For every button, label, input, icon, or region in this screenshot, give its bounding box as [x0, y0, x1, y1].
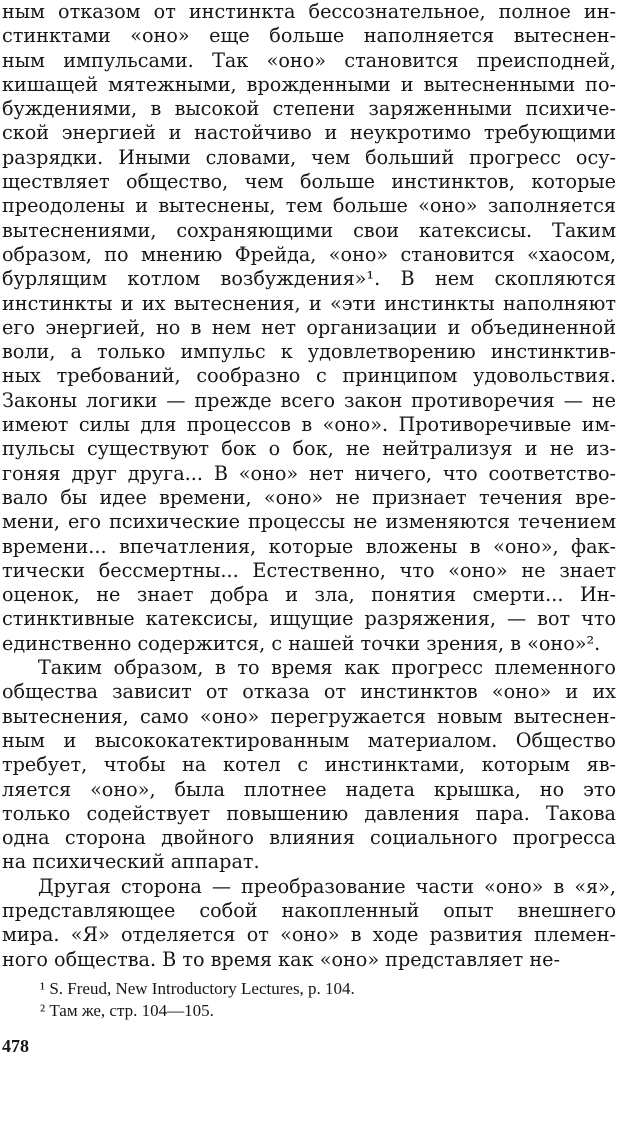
page-number: 478 — [2, 1036, 29, 1056]
text-line: ных требований, сообразно с принципом удовольствия. — [2, 364, 616, 388]
text-line: оценок, не знает добра и зла, понятия смерти... Ин- — [2, 583, 616, 607]
text-line: имеют силы для процессов в «оно». Противоречивые им- — [2, 413, 616, 437]
text-line: Законы логики — прежде всего закон противоречия — не — [2, 388, 616, 412]
text-line: бурлящим котлом возбуждения»¹. В нем скопляются — [2, 267, 616, 291]
text-line: Таким образом, в то время как прогресс племенного — [38, 656, 616, 680]
text-line: ным и высококатектированным материалом. Общество — [2, 728, 616, 752]
text-line: ществляет общество, чем больше инстинктов, которые — [2, 170, 616, 194]
text-line: общества зависит от отказа от инстинктов «оно» и их — [2, 680, 616, 704]
text-line: требует, чтобы на котел с инстинктами, которым яв- — [2, 753, 616, 777]
text-line: кишащей мятежными, врожденными и вытесненными по- — [2, 72, 616, 96]
footnote: ² Там же, стр. 104—105. — [40, 1001, 214, 1020]
text-line: стинктами «оно» еще больше наполняется вытеснен- — [2, 24, 616, 48]
text-line: буждениями, в высокой степени заряженными психиче- — [2, 97, 616, 121]
text-line: представляющее собой накопленный опыт внешнего — [2, 898, 616, 922]
text-line: образом, по мнению Фрейда, «оно» становится «хаосом, — [2, 242, 616, 266]
text-line: ляется «оно», была плотнее надета крышка, но это — [2, 777, 616, 801]
text-line: ным импульсами. Так «оно» становится преисподней, — [2, 48, 616, 72]
text-line: Другая сторона — преобразование части «оно» в «я», — [38, 874, 616, 898]
text-line: гоняя друг друга... В «оно» нет ничего, что соответство- — [2, 461, 616, 485]
text-line: ного общества. В то время как «оно» представляет не- — [2, 947, 561, 971]
text-line: времени... впечатления, которые вложены в «оно», фак- — [2, 534, 616, 558]
text-line: ской энергией и настойчиво и неукротимо требующими — [2, 121, 616, 145]
text-line: мени, его психические процессы не изменяются течением — [2, 510, 616, 534]
text-line: одна сторона двойного влияния социального прогресса — [2, 826, 616, 850]
footnote: ¹ S. Freud, New Introductory Lectures, p. 104. — [40, 979, 355, 998]
text-line: единственно содержится, с нашей точки зрения, в «оно»². — [2, 631, 601, 655]
text-line: воли, а только импульс к удовлетворению инстинктив- — [2, 340, 616, 364]
text-line: тически бессмертны... Естественно, что «оно» не знает — [2, 558, 616, 582]
text-line: на психический аппарат. — [2, 850, 260, 874]
text-line: ным отказом от инстинкта бессознательное, полное ин- — [2, 0, 616, 23]
footnotes — [40, 978, 600, 1022]
text-line: мира. «Я» отделяется от «оно» в ходе развития племен- — [2, 923, 616, 947]
body-text — [2, 0, 616, 972]
text-line: разрядки. Иными словами, чем больший прогресс осу- — [2, 145, 616, 169]
text-line: вало бы идее времени, «оно» не признает течения вре- — [2, 485, 616, 509]
text-line: инстинкты и их вытеснения, и «эти инстинкты наполняют — [2, 291, 616, 315]
text-line: пульсы существуют бок о бок, не нейтрализуя и не из- — [2, 437, 616, 461]
text-line: вытеснения, само «оно» перегружается новым вытеснен- — [2, 704, 616, 728]
text-line: только содействует повышению давления пара. Такова — [2, 801, 616, 825]
text-line: вытеснениями, сохраняющими свои катексисы. Таким — [2, 218, 616, 242]
text-line: преодолены и вытеснены, тем больше «оно» заполняется — [2, 194, 616, 218]
text-line: его энергией, но в нем нет организации и объединенной — [2, 315, 616, 339]
text-line: стинктивные катексисы, ищущие разряжения, — вот что — [2, 607, 616, 631]
